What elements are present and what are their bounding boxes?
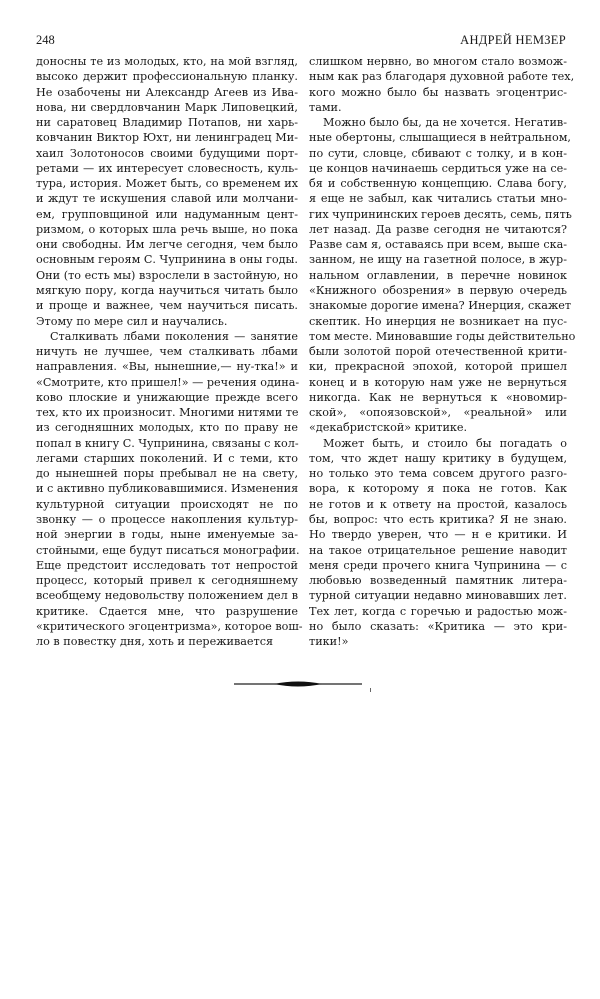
text-line: легами старших поколений. И с теми, кто — [36, 451, 298, 465]
text-line: Сталкивать лбами поколения — занятие — [50, 329, 298, 343]
text-line: бы, вопрос: что есть критика? Я не знаю. — [309, 512, 567, 526]
text-line: критике. Сдается мне, что разрушение — [36, 604, 298, 618]
text-line: доносны те из молодых, кто, на мой взгляд, — [36, 55, 298, 68]
print-speck — [370, 688, 371, 692]
text-line: занном, не ищу на газетной полосе, в жур- — [309, 253, 567, 267]
text-line: они свободны. Им легче сегодня, чем было — [36, 238, 298, 252]
text-line: Но твердо уверен, что — н е критики. И — [309, 528, 567, 542]
text-line: Этому по мере сил и научались. — [36, 314, 228, 328]
text-line: и проще и важнее, чем научиться писать. — [36, 299, 298, 313]
text-line: но было сказать: «Критика — это кри- — [309, 619, 567, 633]
text-line: ковчанин Виктор Юхт, ни ленинградец Ми- — [36, 131, 298, 145]
text-line: попал в книгу С. Чупринина, связаны с кол- — [36, 436, 299, 450]
text-line: Может быть, и стоило бы погадать о — [323, 436, 567, 450]
text-line: гих чупрининских героев десять, семь, пять — [309, 207, 572, 221]
text-line: турной ситуации недавно миновавших лет. — [309, 589, 567, 603]
text-line: на такое отрицательное решение наводит — [309, 543, 567, 557]
text-line: знакомые дорогие имена? Инерция, скажет — [309, 299, 572, 313]
text-line: звонку — о процессе накопления культур- — [36, 512, 298, 526]
paragraph — [309, 115, 576, 436]
text-line: «критического эгоцентризма», которое вош- — [36, 619, 303, 633]
text-line: Они (то есть мы) взрослели в застойную, но — [36, 268, 298, 282]
text-column-right — [309, 54, 576, 649]
text-line: конец и в которую нам уже не вернуться — [309, 375, 567, 389]
text-line: ской», «опоязовской», «реальной» или — [309, 406, 567, 420]
text-line: Еще предстоит исследовать тот непростой — [36, 558, 298, 572]
text-line: бя и собственную концепцию. Слава богу, — [309, 177, 567, 191]
text-line: я еще не забыл, как читались статьи мно- — [309, 192, 567, 206]
text-line: по сути, словце, сбивают с толку, и в кон- — [309, 146, 567, 160]
text-line: Не озабочены ни Александр Агеев из Ива- — [36, 85, 298, 99]
text-line: ным как раз благодаря духовной работе тех, — [309, 70, 575, 84]
end-ornament-divider — [234, 679, 362, 689]
text-line: том месте. Миновавшие годы действительно — [309, 329, 576, 343]
text-line: ки, прекрасной эпохой, которой пришел — [309, 360, 567, 374]
text-line: любовью возведенный памятник литера- — [309, 574, 567, 588]
text-line: меня среди прочего книга Чупринина — с — [309, 558, 567, 572]
text-line: лет назад. Да разве сегодня не читаются? — [309, 222, 567, 236]
text-line: были золотой порой отечественной крити- — [309, 345, 567, 359]
text-line: Можно было бы, да не хочется. Негатив- — [323, 116, 567, 130]
text-line: высоко держит профессиональную планку. — [36, 70, 298, 84]
text-line: из сегодняшних молодых, кто по праву не — [36, 421, 298, 435]
text-line: ни саратовец Владимир Потапов, ни харь- — [36, 116, 298, 130]
text-line: кого можно было бы назвать эгоцентрис- — [309, 85, 567, 99]
text-line: це концов начинаешь сердиться уже на се- — [309, 161, 567, 175]
text-line: всеобщему недовольству положением дел в — [36, 589, 298, 603]
text-line: Разве сам я, оставаясь при всем, выше ска- — [309, 238, 568, 252]
page-number: 248 — [36, 33, 55, 47]
text-line: тами. — [309, 100, 342, 114]
text-line: ные обертоны, слышащиеся в нейтральном, — [309, 131, 571, 145]
text-line: том, что ждет нашу критику в будущем, — [309, 451, 567, 465]
text-line: ло в повестку дня, хоть и переживается — [36, 635, 274, 649]
text-line: хаил Золотоносов своими будущими порт- — [36, 146, 298, 160]
text-line: ково плоские и унижающие прежде всего — [36, 390, 298, 404]
text-line: тех, кто их произносит. Многими нитями те — [36, 406, 299, 420]
text-line: «декабристской» критике. — [309, 421, 468, 435]
text-line: мягкую пору, когда научиться читать было — [36, 283, 298, 297]
paragraph — [36, 54, 298, 329]
text-line: процесс, который привел к сегодняшнему — [36, 574, 298, 588]
text-line: не готов и к ответу на простой, казалось — [309, 497, 567, 511]
text-line: тики!» — [309, 635, 349, 649]
text-line: ретами — их интересует словесность, куль- — [36, 161, 298, 175]
running-head: АНДРЕЙ НЕМЗЕР — [460, 33, 566, 47]
text-line: нальном оглавлении, в перечне новинок — [309, 268, 567, 282]
text-line: нова, ни свердловчанин Марк Липовецкий, — [36, 100, 298, 114]
text-line: скептик. Но инерция не возникает на пус- — [309, 314, 567, 328]
text-column-left — [36, 54, 303, 649]
text-line: тура, история. Может быть, со временем их — [36, 177, 298, 191]
text-line: до нынешней поры пребывал не на свету, — [36, 467, 298, 481]
text-line: но только это тема совсем другого разго- — [309, 467, 567, 481]
text-line: культурной ситуации происходят не по — [36, 497, 298, 511]
text-line: ничуть не лучшее, чем сталкивать лбами — [36, 345, 298, 359]
text-line: слишком нервно, во многом стало возмож- — [309, 55, 567, 68]
text-line: и с активно публиковавшимися. Изменения — [36, 482, 299, 496]
text-line: и ждут те искушения славой или молчани- — [36, 192, 298, 206]
paragraph — [309, 436, 567, 650]
text-line: ем, групповщиной или надуманным цент- — [36, 207, 298, 221]
text-line: направления. «Вы, нынешние,— ну-тка!» и — [36, 360, 298, 374]
paragraph — [309, 54, 575, 115]
text-line: ризмом, о которых шла речь выше, но пока — [36, 222, 298, 236]
text-line: стойными, еще будут писаться монографии. — [36, 543, 300, 557]
text-line: вора, к которому я пока не готов. Как — [309, 482, 567, 496]
text-line: «Смотрите, кто пришел!» — речения одина- — [36, 375, 300, 389]
text-line: ной энергии в годы, ныне именуемые за- — [36, 528, 298, 542]
text-line: никогда. Как не вернуться к «новомир- — [309, 390, 567, 404]
paragraph — [36, 329, 303, 650]
text-line: основным героям С. Чупринина в оны годы. — [36, 253, 298, 267]
text-line: «Книжного обозрения» в первую очередь — [309, 283, 567, 297]
text-line: Тех лет, когда с горечью и радостью мож- — [309, 604, 567, 618]
